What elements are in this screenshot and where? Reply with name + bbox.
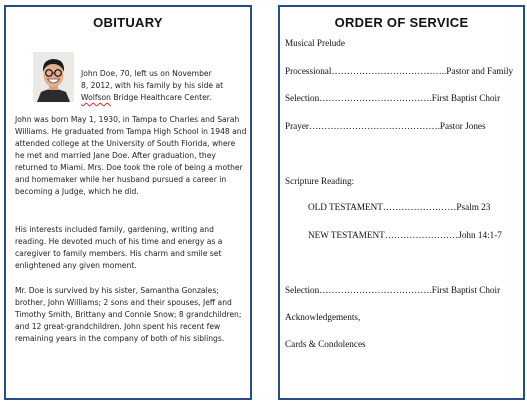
obituary-title: OBITUARY xyxy=(93,15,163,30)
obituary-paragraph-3: Mr. Doe is survived by his sister, Samantha Gonzales; brother, John Williams; 2 sons and their spouses, Jeff and Timothy Smith, Brittany and Connie Snow; 8 grandchildren; and 12 great-grandchildren. John spent his recent few remaining years in the company of both of his siblings. xyxy=(15,286,242,343)
spellcheck-word: Wolfson xyxy=(81,93,111,102)
intro-line: 8, 2012, with his family by his side at xyxy=(81,81,224,90)
service-selection-1: Selection……………………………….First Baptist Choir xyxy=(285,93,501,103)
service-scripture-reading: Scripture Reading: xyxy=(285,176,355,186)
service-processional: Processional………………………………..Pastor and Family xyxy=(285,66,514,76)
obituary-panel xyxy=(4,5,252,400)
service-selection-2: Selection……………………………….First Baptist Choir xyxy=(285,285,501,295)
service-title: ORDER OF SERVICE xyxy=(334,15,469,30)
service-old-testament: OLD TESTAMENT……………………Psalm 23 xyxy=(308,202,491,212)
intro-line: John Doe, 70, left us on November xyxy=(81,69,212,78)
service-acknowledgements: Acknowledgements, xyxy=(285,312,361,322)
service-prayer: Prayer…………………………………….Pastor Jones xyxy=(285,121,486,131)
service-cards: Cards & Condolences xyxy=(285,339,366,349)
obituary-intro xyxy=(81,68,251,104)
order-of-service-panel xyxy=(278,5,525,400)
obituary-paragraph-1: John was born May 1, 1930, in Tampa to Charles and Sarah Williams. He graduated from Tampa High School in 1948 and attended college at the University of South Florida, where he met and married Jane Doe. After graduation, they returned to Miami. Mrs. Doe took the role of being a mother and homemaker while her husband pursued a career in becoming a Judge, which he did. xyxy=(15,115,247,196)
service-musical-prelude: Musical Prelude xyxy=(285,38,345,48)
service-new-testament: NEW TESTAMENT……………………John 14:1-7 xyxy=(308,230,502,240)
portrait-photo-icon xyxy=(33,52,74,102)
portrait-photo xyxy=(33,52,74,102)
obituary-paragraph-2: His interests included family, gardening, writing and reading. He devoted much of his time and energy as a caregiver to family members. His charm and smile set enlightened any given moment. xyxy=(15,225,223,270)
intro-line xyxy=(81,92,251,104)
intro-line-rest: Bridge Healthcare Center. xyxy=(110,93,212,102)
